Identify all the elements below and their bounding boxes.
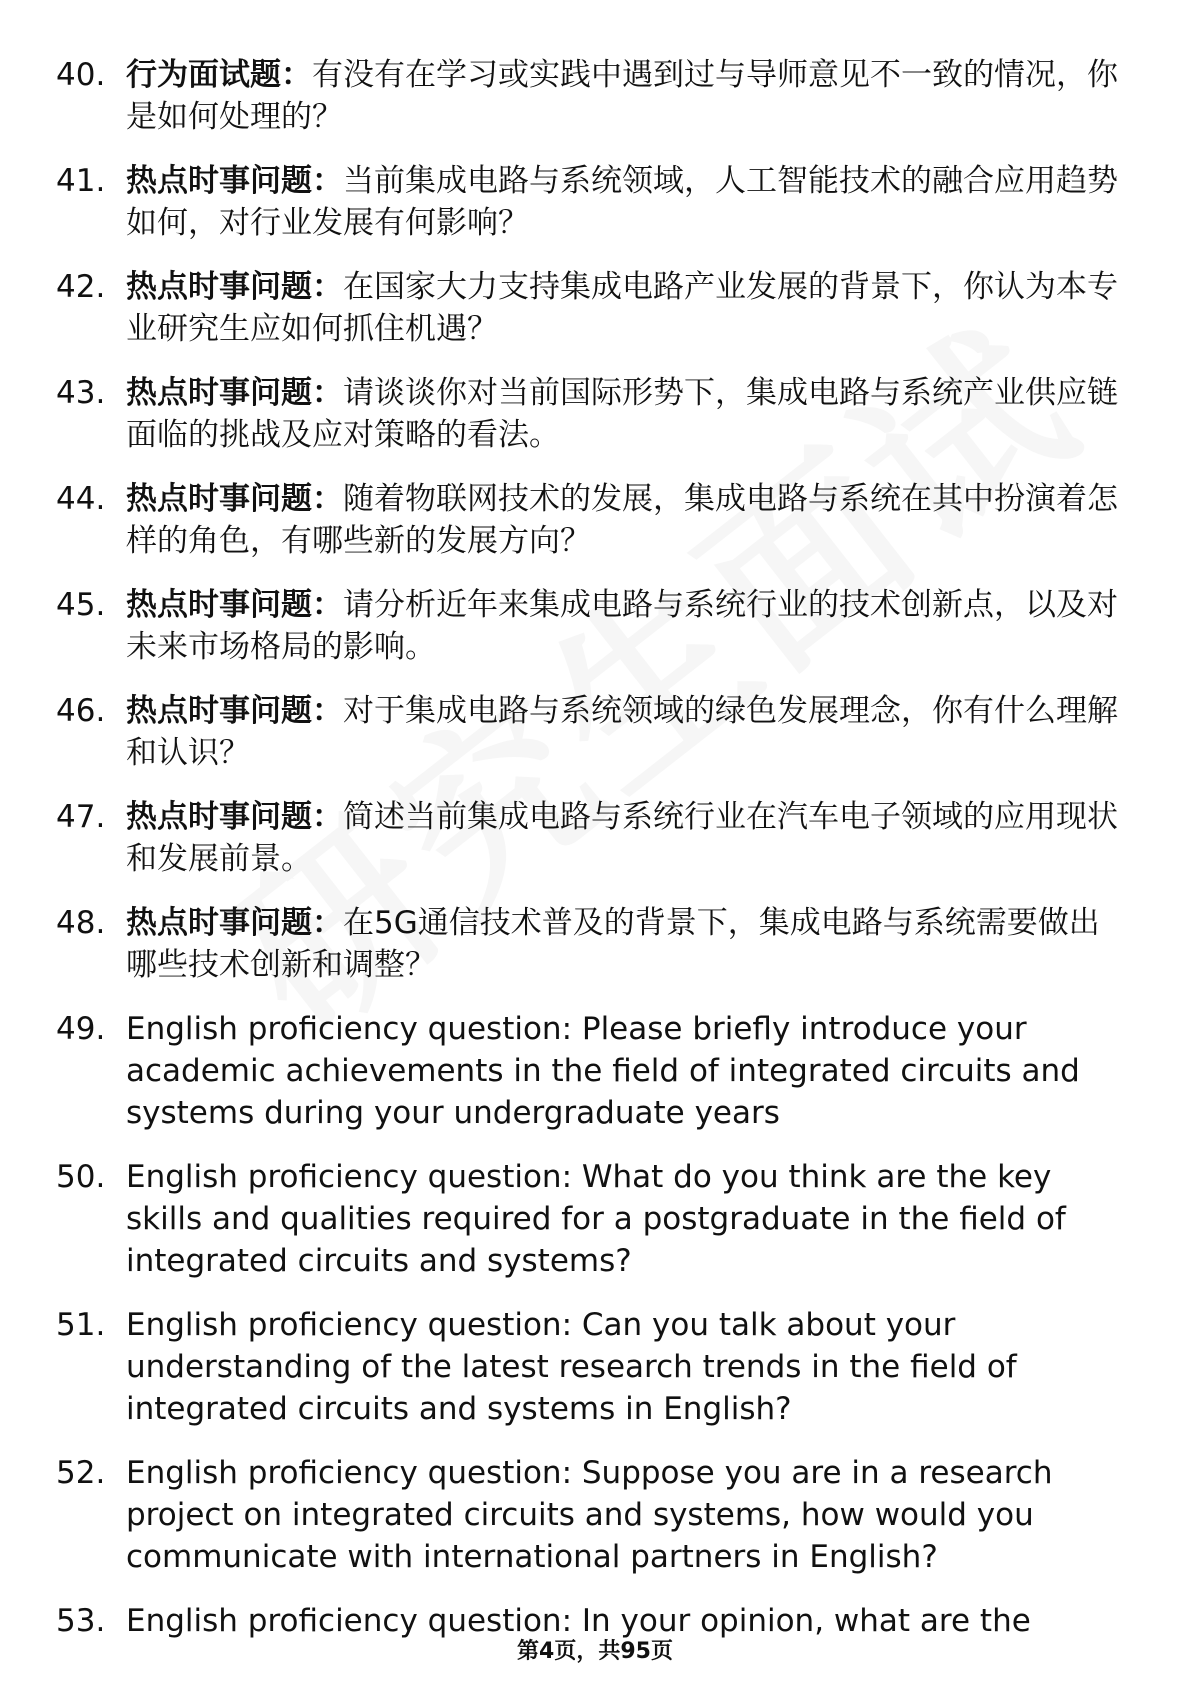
question-text: 随着物联网技术的发展，集成电路与系统在其中扮演着怎样的角色，有哪些新的发展方向？	[126, 481, 1118, 559]
question-item-51	[0, 1304, 1190, 1430]
question-item-41	[0, 160, 1190, 244]
question-category: 热点时事问题：	[126, 269, 343, 305]
question-category: 热点时事问题：	[126, 481, 343, 517]
question-number: 46.	[56, 693, 106, 729]
question-item-49	[0, 1008, 1190, 1134]
question-text: 在5G通信技术普及的背景下，集成电路与系统需要做出哪些技术创新和调整？	[126, 905, 1100, 983]
question-category: 热点时事问题：	[126, 375, 343, 411]
question-number: 45.	[56, 587, 106, 623]
question-text: 当前集成电路与系统领域，人工智能技术的融合应用趋势如何，对行业发展有何影响？	[126, 163, 1118, 241]
question-category: 热点时事问题：	[126, 799, 343, 835]
question-category: 热点时事问题：	[126, 905, 343, 941]
question-number: 52.	[56, 1455, 106, 1491]
question-text: English proficiency question: In your opinion, what are the	[126, 1603, 1031, 1639]
question-item-48	[0, 902, 1190, 986]
question-item-44	[0, 478, 1190, 562]
question-text: 在国家大力支持集成电路产业发展的背景下，你认为本专业研究生应如何抓住机遇？	[126, 269, 1118, 347]
question-text: English proficiency question: Can you talk about your understanding of the latest research trends in the field of integrated circuits and systems in English?	[126, 1307, 1017, 1427]
question-text: 请分析近年来集成电路与系统行业的技术创新点，以及对未来市场格局的影响。	[126, 587, 1118, 665]
question-category: 热点时事问题：	[126, 587, 343, 623]
question-number: 43.	[56, 375, 106, 411]
page-footer: 第4页，共95页	[517, 1639, 673, 1664]
question-number: 47.	[56, 799, 106, 835]
question-item-50	[0, 1156, 1190, 1282]
question-text: 对于集成电路与系统领域的绿色发展理念，你有什么理解和认识？	[126, 693, 1118, 771]
question-number: 42.	[56, 269, 106, 305]
question-item-46	[0, 690, 1190, 774]
question-number: 44.	[56, 481, 106, 517]
question-list	[0, 54, 1190, 1664]
question-category: 热点时事问题：	[126, 693, 343, 729]
question-item-42	[0, 266, 1190, 350]
question-text: English proficiency question: What do you think are the key skills and qualities required for a postgraduate in the field of integrated circuits and systems?	[126, 1159, 1066, 1279]
question-category: 热点时事问题：	[126, 163, 343, 199]
question-number: 40.	[56, 57, 106, 93]
question-category: 行为面试题：	[126, 57, 312, 93]
question-item-40	[0, 54, 1190, 138]
question-text: 简述当前集成电路与系统行业在汽车电子领域的应用现状和发展前景。	[126, 799, 1118, 877]
question-text: 请谈谈你对当前国际形势下，集成电路与系统产业供应链面临的挑战及应对策略的看法。	[126, 375, 1118, 453]
question-text: 有没有在学习或实践中遇到过与导师意见不一致的情况，你是如何处理的？	[126, 57, 1118, 135]
question-number: 48.	[56, 905, 106, 941]
question-number: 53.	[56, 1603, 106, 1639]
question-text: English proficiency question: Suppose you are in a research project on integrated circuits and systems, how would you communicate with international partners in English?	[126, 1455, 1053, 1575]
question-number: 51.	[56, 1307, 106, 1343]
question-item-52	[0, 1452, 1190, 1578]
question-item-45	[0, 584, 1190, 668]
question-text: English proficiency question: Please briefly introduce your academic achievements in the field of integrated circuits and systems during your undergraduate years	[126, 1011, 1080, 1131]
question-number: 50.	[56, 1159, 106, 1195]
question-item-47	[0, 796, 1190, 880]
question-item-43	[0, 372, 1190, 456]
question-number: 49.	[56, 1011, 106, 1047]
question-number: 41.	[56, 163, 106, 199]
